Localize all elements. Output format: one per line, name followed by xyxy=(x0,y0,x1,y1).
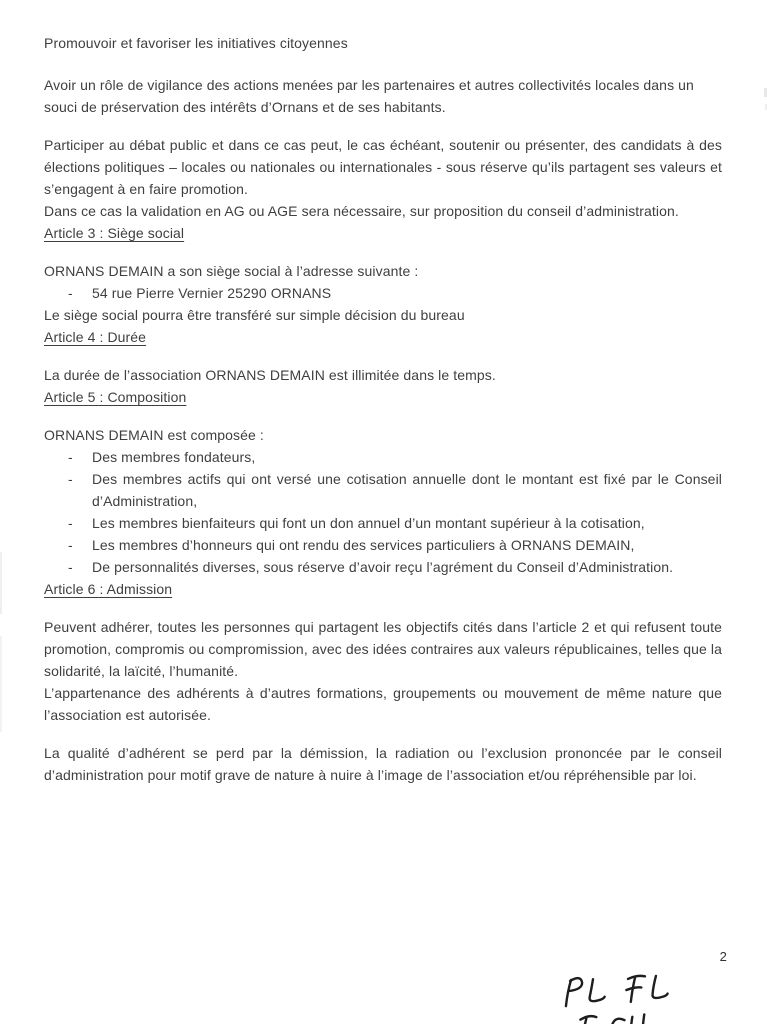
dash-bullet-marker: - xyxy=(68,537,73,553)
article-3-address: 54 rue Pierre Vernier 25290 ORNANS xyxy=(92,285,332,301)
article-4-body: La durée de l’association ORNANS DEMAIN est illimitée dans le temps. xyxy=(44,367,496,383)
article-6-paragraph-2: L’appartenance des adhérents à d’autres formations, groupements ou mouvement de même nature que l’association est autorisée. xyxy=(44,685,722,723)
page-number: 2 xyxy=(719,949,727,964)
member-list-item xyxy=(44,512,722,534)
member-list-item xyxy=(44,446,722,468)
vigilance-paragraph: Avoir un rôle de vigilance des actions menées par les partenaires et autres collectivités locales dans un souci de préservation des intérêts d’Ornans et de ses habitants. xyxy=(44,77,694,115)
article-4-heading: Article 4 : Durée xyxy=(44,329,147,345)
article-6-paragraph-3: La qualité d’adhérent se perd par la démission, la radiation ou l’exclusion prononcée par le conseil d’administration pour motif grave de nature à nuire à l’image de l’association et/ou répréhensible par loi. xyxy=(44,745,722,783)
member-list-item-text: De personnalités diverses, sous réserve d’avoir reçu l’agrément du Conseil d’Administration. xyxy=(92,559,674,575)
scan-artifact xyxy=(0,552,2,614)
member-list-item-text: Des membres fondateurs, xyxy=(92,449,256,465)
validation-paragraph: Dans ce cas la validation en AG ou AGE sera nécessaire, sur proposition du conseil d’administration. xyxy=(44,203,679,219)
article-6-paragraph-1: Peuvent adhérer, toutes les personnes qui partagent les objectifs cités dans l’article 2 et qui refusent toute promotion, compromis ou compromission, avec des idées contraires aux valeurs républicaines, telles que la solidarité, la laïcité, l’humanité. xyxy=(44,619,722,679)
member-list-item-text: Des membres actifs qui ont versé une cotisation annuelle dont le montant est fixé par le Conseil d’Administration, xyxy=(92,471,722,509)
dash-bullet-marker: - xyxy=(68,559,73,575)
member-list-item xyxy=(44,468,722,512)
intro-objective-line: Promouvoir et favoriser les initiatives citoyennes xyxy=(44,35,348,51)
member-list-item xyxy=(44,534,722,556)
article-3-intro: ORNANS DEMAIN a son siège social à l’adresse suivante : xyxy=(44,263,419,279)
dash-bullet-marker: - xyxy=(68,471,73,487)
member-list-item xyxy=(44,556,722,578)
dash-bullet-marker: - xyxy=(68,285,73,301)
handwritten-initials-line2 xyxy=(578,1014,645,1024)
article-3-heading: Article 3 : Siège social xyxy=(44,225,185,241)
debat-paragraph: Participer au débat public et dans ce cas peut, le cas échéant, soutenir ou présenter, des candidats à des élections politiques – locales ou nationales ou internationales - sous réserve qu’ils partagent ses valeurs et s’engagent à en faire promotion. xyxy=(44,137,722,197)
dash-bullet-marker: - xyxy=(68,449,73,465)
handwritten-initials-drawing xyxy=(552,972,702,1024)
handwritten-initials xyxy=(552,972,702,1024)
article-6-heading: Article 6 : Admission xyxy=(44,581,173,597)
article-5-intro: ORNANS DEMAIN est composée : xyxy=(44,427,264,443)
article-5-heading: Article 5 : Composition xyxy=(44,389,187,405)
document-body xyxy=(44,32,722,786)
article-3-address-item xyxy=(44,282,722,304)
member-list-item-text: Les membres bienfaiteurs qui font un don annuel d’un montant supérieur à la cotisation, xyxy=(92,515,645,531)
scan-artifact xyxy=(0,636,2,732)
dash-bullet-marker: - xyxy=(68,515,73,531)
article-3-outro: Le siège social pourra être transféré sur simple décision du bureau xyxy=(44,307,465,323)
member-list-item-text: Les membres d’honneurs qui ont rendu des services particuliers à ORNANS DEMAIN, xyxy=(92,537,635,553)
